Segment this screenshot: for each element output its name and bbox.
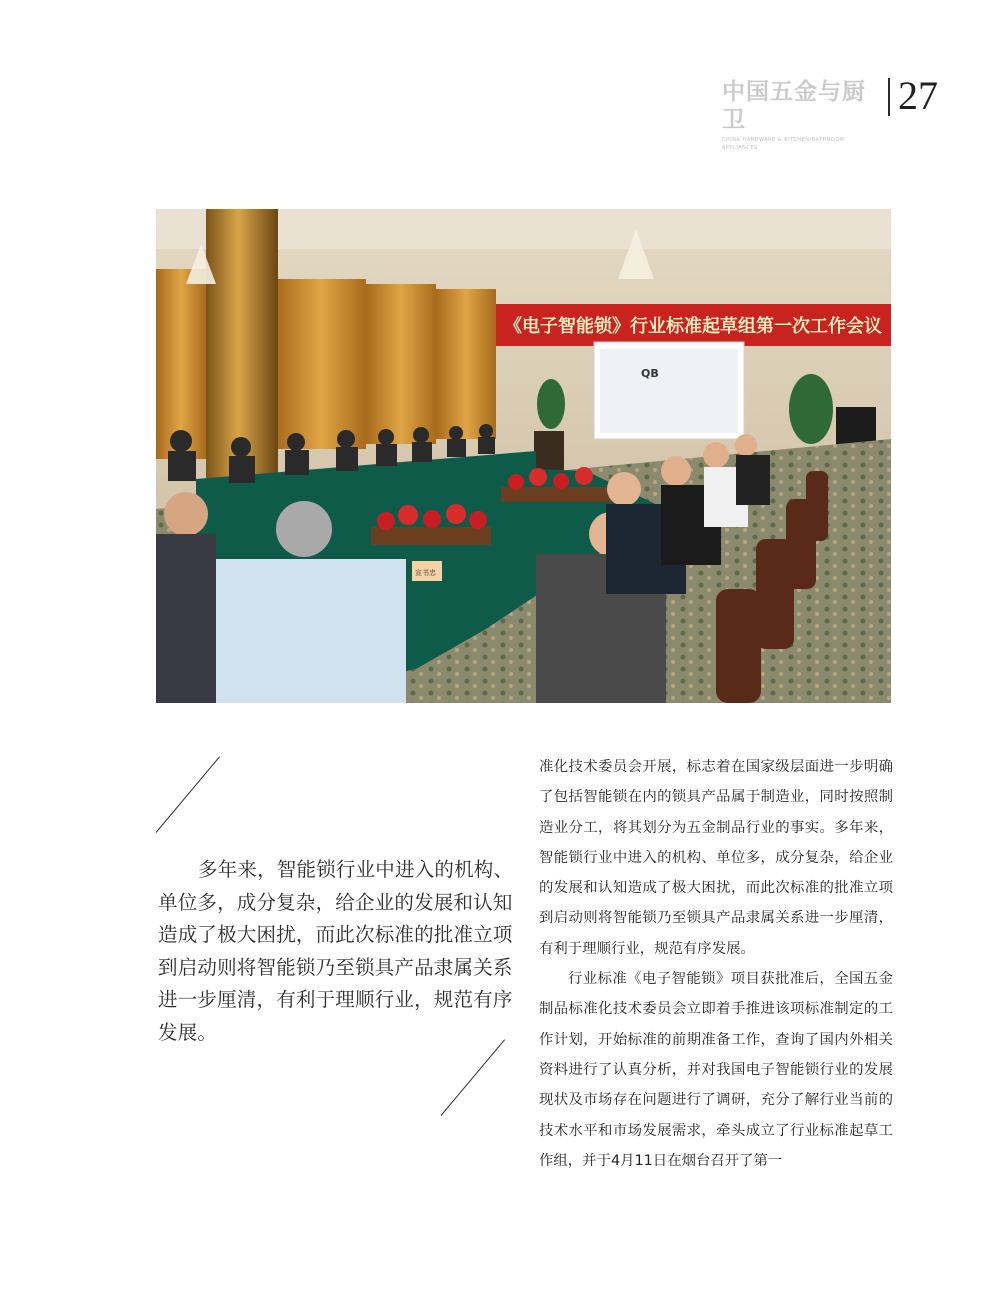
banner-text: 《电子智能锁》行业标准起草组第一次工作会议 (504, 316, 882, 337)
screen-slide (600, 349, 738, 433)
curtain-left-3 (366, 284, 436, 444)
masthead-logo (722, 78, 882, 151)
masthead-subtitle: CHINA HARDWARE & KITCHEN/BATHROOM APPLIANCES (722, 137, 845, 151)
body-column (539, 752, 893, 1176)
decorative-line-bottom (441, 1039, 505, 1115)
meeting-photo (156, 209, 891, 703)
page-header (722, 73, 952, 151)
body-paragraph-2: 行业标准《电子智能锁》项目获批准后，全国五金制品标准化技术委员会立即着手推进该项标准制定的工作计划，开始标准的前期准备工作，查询了国内外相关资料进行了认真分析，并对我国电子智能锁行业的发展现状及市场存在问题进行了调研，充分了解行业当前的技术水平和市场发展需求，牵头成立了行业标准起草工作组，并于4月11日在烟台召开了第一 (539, 971, 893, 1169)
name-card-text: 宣书忠 (415, 569, 436, 577)
header-divider (888, 78, 890, 116)
meeting-photo-illustration (156, 209, 891, 703)
curtain-left-2 (276, 279, 366, 449)
screen-slide-text: QB (641, 367, 659, 380)
curtain-left-4 (436, 289, 496, 439)
pull-quote: 多年来，智能锁行业中进入的机构、单位多，成分复杂，给企业的发展和认知造成了极大困扰，而此次标准的批准立项到启动则将智能锁乃至锁具产品隶属关系进一步厘清，有利于理顺行业，规范有序发展。 (158, 858, 514, 1044)
decorative-line-top (156, 756, 220, 832)
masthead-title: 中国五金与厨卫 (722, 79, 866, 133)
page-number: 27 (898, 73, 938, 118)
body-paragraph-1: 准化技术委员会开展，标志着在国家级层面进一步明确了包括智能锁在内的锁具产品属于制造业，同时按照制造业分工，将其划分为五金制品行业的事实。多年来，智能锁行业中进入的机构、单位多，成分复杂，给企业的发展和认知造成了极大困扰，而此次标准的批准立项到启动则将智能锁乃至锁具产品隶属关系进一步厘清，有利于理顺行业，规范有序发展。 (539, 759, 893, 957)
